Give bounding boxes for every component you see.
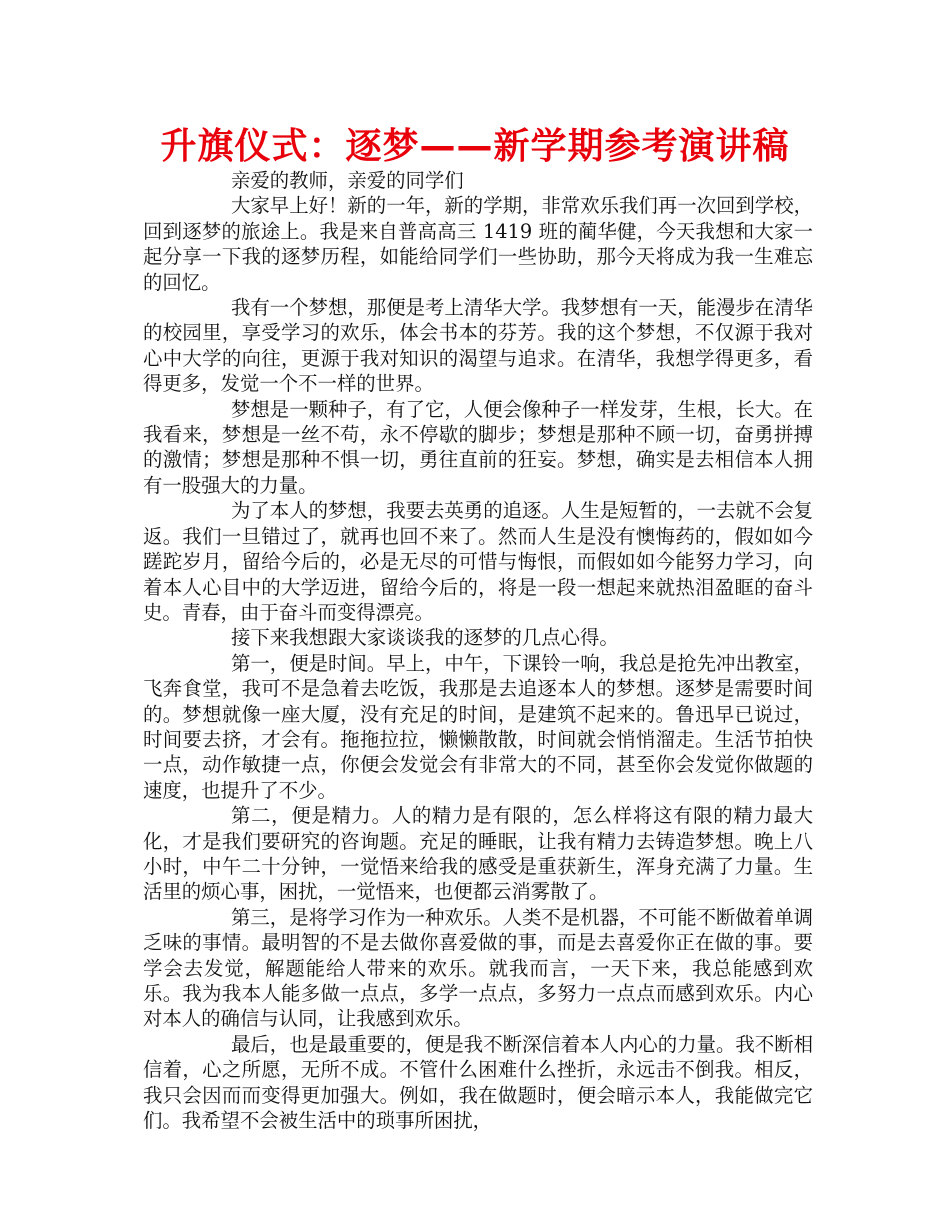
paragraph: 我有一个梦想，那便是考上清华大学。我梦想有一天，能漫步在清华的校园里，享受学习的欢乐，体会书本的芬芳。我的这个梦想，不仅源于我对心中大学的向往，更源于我对知识的渴望与追求。在清华，我想学得更多，看得更多，发觉一个不一样的世界。 bbox=[143, 296, 813, 396]
speech-body bbox=[143, 168, 813, 1133]
page-title: 升旗仪式：逐梦——新学期参考演讲稿 bbox=[160, 126, 790, 167]
paragraph: 第一，便是时间。早上，中午，下课铃一响，我总是抢先冲出教室，飞奔食堂，我可不是急着去吃饭，我那是去追逐本人的梦想。逐梦是需要时间的。梦想就像一座大厦，没有充足的时间，是建筑不起来的。鲁迅早已说过，时间要去挤，才会有。拖拖拉拉，懒懒散散，时间就会悄悄溜走。生活节拍快一点，动作敏捷一点，你便会发觉会有非常大的不同，甚至你会发觉你做题的速度，也提升了不少。 bbox=[143, 651, 813, 802]
paragraph: 大家早上好！新的一年，新的学期，非常欢乐我们再一次回到学校，回到逐梦的旅途上。我是来自普高高三 1419 班的蔺华健，今天我想和大家一起分享一下我的逐梦历程，如能给同学们一些协助，那今天将成为我一生难忘的回忆。 bbox=[143, 194, 813, 294]
paragraph: 第三，是将学习作为一种欢乐。人类不是机器，不可能不断做着单调乏味的事情。最明智的不是去做你喜爱做的事，而是去喜爱你正在做的事。要学会去发觉，解题能给人带来的欢乐。就我而言，一天下来，我总能感到欢乐。我为我本人能多做一点点，多学一点点，多努力一点点而感到欢乐。内心对本人的确信与认同，让我感到欢乐。 bbox=[143, 905, 813, 1031]
paragraph: 为了本人的梦想，我要去英勇的追逐。人生是短暂的，一去就不会复返。我们一旦错过了，就再也回不来了。然而人生是没有懊悔药的，假如如今蹉跎岁月，留给今后的，必是无尽的可惜与悔恨，而假如如今能努力学习，向着本人心目中的大学迈进，留给今后的，将是一段一想起来就热泪盈眶的奋斗史。青春，由于奋斗而变得漂亮。 bbox=[143, 499, 813, 624]
greeting: 亲爱的教师，亲爱的同学们 bbox=[231, 169, 464, 192]
paragraph: 接下来我想跟大家谈谈我的逐梦的几点心得。 bbox=[231, 626, 619, 650]
paragraph: 第二，便是精力。人的精力是有限的，怎么样将这有限的精力最大化，才是我们要研究的咨询题。充足的睡眠，让我有精力去铸造梦想。晚上八小时，中午二十分钟，一觉悟来给我的感受是重获新生，浑身充满了力量。生活里的烦心事，困扰，一觉悟来，也便都云消雾散了。 bbox=[143, 804, 813, 904]
paragraph: 最后，也是最重要的，便是我不断深信着本人内心的力量。我不断相信着，心之所愿，无所不成。不管什么困难什么挫折，永远击不倒我。相反，我只会因而而变得更加强大。例如，我在做题时，便会暗示本人，我能做完它们。我希望不会被生活中的琐事所困扰， bbox=[143, 1032, 813, 1133]
paragraph: 梦想是一颗种子，有了它，人便会像种子一样发芽，生根，长大。在我看来，梦想是一丝不苟，永不停歇的脚步；梦想是那种不顾一切，奋勇拼搏的激情；梦想是那种不惧一切，勇往直前的狂妄。梦想，确实是去相信本人拥有一股强大的力量。 bbox=[143, 397, 813, 497]
